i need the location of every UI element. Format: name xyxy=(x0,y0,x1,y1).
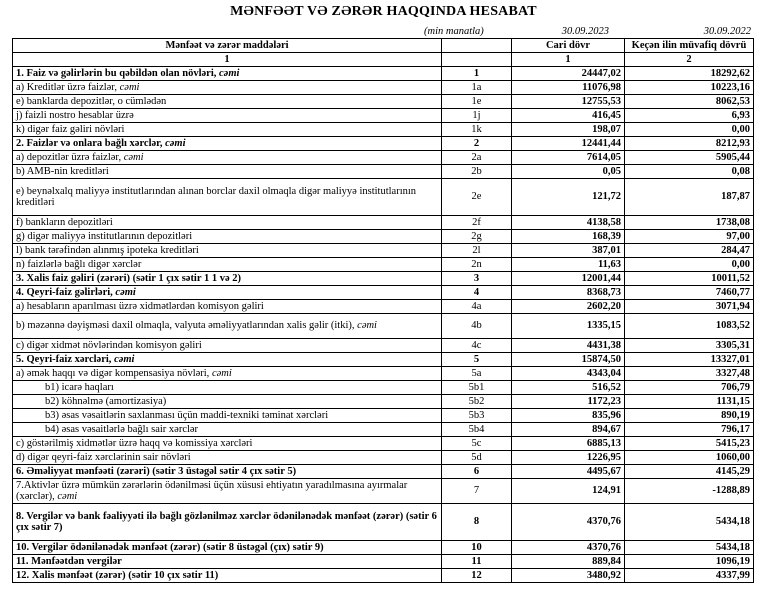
row-code: 5a xyxy=(442,367,512,381)
row-code: 3 xyxy=(442,272,512,286)
row-label-text: 8. Vergilər və bank fəaliyyəti ilə bağlı gözlənilməz xərclər ödənilənədək mənfəət (zərər) (sətir 6 çıx sətir 7) xyxy=(16,510,437,533)
row-label-text: b3) əsas vəsaitlərin saxlanması üçün maddi-texniki təminat xərcləri xyxy=(45,409,329,421)
row-label xyxy=(13,353,442,367)
row-label-text: b) AMB-nin kreditləri xyxy=(16,165,109,177)
header-code xyxy=(442,39,512,53)
row-current-value: 24447,02 xyxy=(512,67,625,81)
row-label xyxy=(13,504,442,541)
header-item-no: 1 xyxy=(13,53,442,67)
table-row xyxy=(13,244,754,258)
row-label-emphasis: cəmi xyxy=(119,81,140,93)
row-current-value: 835,96 xyxy=(512,409,625,423)
table-row xyxy=(13,95,754,109)
row-label-text: g) digər maliyyə institutlarının depozitləri xyxy=(16,230,193,242)
row-code: 2b xyxy=(442,165,512,179)
row-code: 11 xyxy=(442,555,512,569)
row-label xyxy=(13,67,442,81)
row-label xyxy=(13,272,442,286)
table-row xyxy=(13,81,754,95)
row-label-text: k) digər faiz gəliri növləri xyxy=(16,123,125,135)
row-label xyxy=(13,244,442,258)
row-current-value: 387,01 xyxy=(512,244,625,258)
row-code: 2f xyxy=(442,216,512,230)
row-label-text: 1. Faiz və gəlirlərin bu qəbildən olan növləri, xyxy=(16,67,219,79)
row-prior-value: 6,93 xyxy=(625,109,754,123)
row-prior-value: 0,08 xyxy=(625,165,754,179)
row-label xyxy=(13,179,442,216)
row-label xyxy=(13,258,442,272)
row-label-text: d) digər qeyri-faiz xərclərinin sair növləri xyxy=(16,451,191,463)
table-body xyxy=(13,67,754,583)
row-label xyxy=(13,479,442,504)
row-current-value: 4431,38 xyxy=(512,339,625,353)
row-prior-value: 890,19 xyxy=(625,409,754,423)
row-prior-value: 3305,31 xyxy=(625,339,754,353)
row-label xyxy=(13,123,442,137)
row-current-value: 4495,67 xyxy=(512,465,625,479)
row-prior-value: 8062,53 xyxy=(625,95,754,109)
row-code: 4a xyxy=(442,300,512,314)
row-code: 2e xyxy=(442,179,512,216)
row-label-text: c) digər xidmət növlərindən komisyon gəliri xyxy=(16,339,202,351)
row-label-text: a) əmək haqqı və digər kompensasiya növləri, xyxy=(16,367,212,379)
row-prior-value: 284,47 xyxy=(625,244,754,258)
row-label-emphasis: cəmi xyxy=(211,367,232,379)
row-code: 1 xyxy=(442,67,512,81)
row-label xyxy=(13,423,442,437)
row-prior-value: 5415,23 xyxy=(625,437,754,451)
table-row xyxy=(13,353,754,367)
row-code: 7 xyxy=(442,479,512,504)
row-current-value: 2602,20 xyxy=(512,300,625,314)
header-current: Cari dövr xyxy=(512,39,625,53)
row-label-text: 11. Mənfəətdən vergilər xyxy=(16,555,122,567)
row-label-text: l) bank tərəfindən alınmış ipoteka kreditləri xyxy=(16,244,199,256)
row-code: 6 xyxy=(442,465,512,479)
row-code: 2a xyxy=(442,151,512,165)
table-row xyxy=(13,230,754,244)
row-current-value: 11,63 xyxy=(512,258,625,272)
header-prior: Keçən ilin müvafiq dövrü xyxy=(625,39,754,53)
table-row xyxy=(13,123,754,137)
row-prior-value: 1131,15 xyxy=(625,395,754,409)
row-code: 5b2 xyxy=(442,395,512,409)
row-label-text: j) faizli nostro hesablar üzrə xyxy=(16,109,134,121)
row-label-text: b2) köhnəlmə (amortizasiya) xyxy=(45,395,167,407)
table-row xyxy=(13,541,754,555)
row-code: 1a xyxy=(442,81,512,95)
row-current-value: 1226,95 xyxy=(512,451,625,465)
row-current-value: 198,07 xyxy=(512,123,625,137)
row-label-emphasis: cəmi xyxy=(165,137,186,149)
row-prior-value: -1288,89 xyxy=(625,479,754,504)
row-code: 5b4 xyxy=(442,423,512,437)
row-label-text: 2. Faizlər və onlara bağlı xərclər, xyxy=(16,137,166,149)
table-row xyxy=(13,179,754,216)
row-label xyxy=(13,395,442,409)
row-label-text: 5. Qeyri-faiz xərcləri, xyxy=(16,353,115,365)
row-code: 5c xyxy=(442,437,512,451)
row-label-text: a) hesabların aparılması üzrə xidmətlərdən komisyon gəliri xyxy=(16,300,264,312)
row-label xyxy=(13,381,442,395)
row-prior-value: 10011,52 xyxy=(625,272,754,286)
table-row xyxy=(13,300,754,314)
row-prior-value: 97,00 xyxy=(625,230,754,244)
row-current-value: 8368,73 xyxy=(512,286,625,300)
row-code: 4 xyxy=(442,286,512,300)
table-row xyxy=(13,286,754,300)
table-row xyxy=(13,479,754,504)
table-row xyxy=(13,258,754,272)
row-current-value: 1172,23 xyxy=(512,395,625,409)
table-row xyxy=(13,409,754,423)
row-current-value: 11076,98 xyxy=(512,81,625,95)
table-row xyxy=(13,555,754,569)
row-prior-value: 1083,52 xyxy=(625,314,754,339)
row-code: 2g xyxy=(442,230,512,244)
row-code: 1j xyxy=(442,109,512,123)
row-label-text: e) beynəlxalq maliyyə institutlarından alınan borclar daxil olmaqla digər maliyyə institutlarının kreditləri xyxy=(16,185,417,208)
row-code: 5 xyxy=(442,353,512,367)
unit-note: (min manatla) xyxy=(424,26,484,37)
table-row xyxy=(13,165,754,179)
row-code: 2l xyxy=(442,244,512,258)
row-prior-value: 1738,08 xyxy=(625,216,754,230)
row-label-emphasis: cəmi xyxy=(219,67,240,79)
row-code: 5d xyxy=(442,451,512,465)
table-row xyxy=(13,437,754,451)
row-prior-value: 8212,93 xyxy=(625,137,754,151)
row-code: 12 xyxy=(442,569,512,583)
row-label xyxy=(13,165,442,179)
row-code: 2 xyxy=(442,137,512,151)
row-prior-value: 796,17 xyxy=(625,423,754,437)
table-row xyxy=(13,395,754,409)
row-label-text: 7.Aktivlər üzrə mümkün zərərlərin ödənilməsi üçün xüsusi ehtiyatın yaradılmasına ayırmalar (xərclər), xyxy=(16,479,408,502)
row-label-emphasis: cəmi xyxy=(114,353,135,365)
row-prior-value: 706,79 xyxy=(625,381,754,395)
row-label xyxy=(13,409,442,423)
row-label xyxy=(13,314,442,339)
row-label-emphasis: cəmi xyxy=(115,286,136,298)
row-label xyxy=(13,451,442,465)
row-label-text: b4) əsas vəsaitlərlə bağlı sair xərclər xyxy=(45,423,199,435)
row-code: 1k xyxy=(442,123,512,137)
row-label xyxy=(13,286,442,300)
row-current-value: 4138,58 xyxy=(512,216,625,230)
row-label xyxy=(13,541,442,555)
row-label-emphasis: cəmi xyxy=(123,151,144,163)
row-prior-value: 0,00 xyxy=(625,123,754,137)
header-prior-no: 2 xyxy=(625,53,754,67)
table-row xyxy=(13,216,754,230)
row-label-text: 4. Qeyri-faiz gəlirləri, xyxy=(16,286,116,298)
header-item: Mənfəət və zərər maddələri xyxy=(13,39,442,53)
row-prior-value: 3071,94 xyxy=(625,300,754,314)
row-current-value: 4370,76 xyxy=(512,504,625,541)
row-current-value: 516,52 xyxy=(512,381,625,395)
row-label-text: c) göstərilmiş xidmətlər üzrə haqq və komissiya xərcləri xyxy=(16,437,253,449)
row-prior-value: 4145,29 xyxy=(625,465,754,479)
date-prior: 30.09.2022 xyxy=(703,26,751,37)
report-title: MƏNFƏƏT VƏ ZƏRƏR HAQQINDA HESABAT xyxy=(230,4,537,19)
row-label xyxy=(13,367,442,381)
row-label-emphasis: cəmi xyxy=(357,320,377,332)
row-label xyxy=(13,569,442,583)
row-current-value: 7614,05 xyxy=(512,151,625,165)
row-label xyxy=(13,339,442,353)
row-label-text: n) faizlərlə bağlı digər xərclər xyxy=(16,258,142,270)
header-current-no: 1 xyxy=(512,53,625,67)
row-label xyxy=(13,465,442,479)
row-label xyxy=(13,437,442,451)
row-prior-value: 1096,19 xyxy=(625,555,754,569)
row-current-value: 1335,15 xyxy=(512,314,625,339)
table-row xyxy=(13,465,754,479)
table-row xyxy=(13,504,754,541)
row-current-value: 15874,50 xyxy=(512,353,625,367)
row-label xyxy=(13,109,442,123)
row-label xyxy=(13,216,442,230)
row-code: 5b1 xyxy=(442,381,512,395)
row-prior-value: 18292,62 xyxy=(625,67,754,81)
row-code: 1e xyxy=(442,95,512,109)
row-current-value: 4370,76 xyxy=(512,541,625,555)
row-current-value: 894,67 xyxy=(512,423,625,437)
table-row xyxy=(13,381,754,395)
row-label-text: a) Kreditlər üzrə faizlər, xyxy=(16,81,120,93)
row-code: 4c xyxy=(442,339,512,353)
row-prior-value: 0,00 xyxy=(625,258,754,272)
income-statement-table xyxy=(12,38,754,583)
row-current-value: 12441,44 xyxy=(512,137,625,151)
table-row xyxy=(13,367,754,381)
table-row xyxy=(13,109,754,123)
row-current-value: 6885,13 xyxy=(512,437,625,451)
date-current: 30.09.2023 xyxy=(561,26,609,37)
row-current-value: 12001,44 xyxy=(512,272,625,286)
row-label-text: 3. Xalis faiz gəliri (zərəri) (sətir 1 çıx sətir 1 1 və 2) xyxy=(16,272,241,284)
table-row xyxy=(13,272,754,286)
row-current-value: 12755,53 xyxy=(512,95,625,109)
row-prior-value: 7460,77 xyxy=(625,286,754,300)
row-label-text: b) məzənnə dəyişməsi daxil olmaqla, valyuta əməliyyatlarından xalis gəlir (itki), xyxy=(16,320,358,332)
row-code: 5b3 xyxy=(442,409,512,423)
row-label-text: a) depozitlər üzrə faizlər, xyxy=(16,151,124,163)
table-row xyxy=(13,151,754,165)
row-label-text: f) bankların depozitləri xyxy=(16,216,113,228)
table-row xyxy=(13,314,754,339)
row-code: 10 xyxy=(442,541,512,555)
row-label-emphasis: cəmi xyxy=(57,491,78,502)
row-current-value: 889,84 xyxy=(512,555,625,569)
row-label xyxy=(13,137,442,151)
row-prior-value: 13327,01 xyxy=(625,353,754,367)
table-row xyxy=(13,339,754,353)
row-label xyxy=(13,230,442,244)
row-label xyxy=(13,81,442,95)
table-row xyxy=(13,423,754,437)
row-current-value: 124,91 xyxy=(512,479,625,504)
row-current-value: 416,45 xyxy=(512,109,625,123)
row-label-text: 10. Vergilər ödənilənədək mənfəət (zərər) (sətir 8 üstəgəl (çıx) sətir 9) xyxy=(16,541,324,553)
row-label-text: e) banklarda depozitlər, o cümlədən xyxy=(16,95,167,107)
row-prior-value: 4337,99 xyxy=(625,569,754,583)
header-code-no xyxy=(442,53,512,67)
row-label-text: b1) icarə haqları xyxy=(45,381,114,393)
table-row xyxy=(13,137,754,151)
row-label xyxy=(13,151,442,165)
table-row xyxy=(13,569,754,583)
row-prior-value: 5434,18 xyxy=(625,504,754,541)
row-label xyxy=(13,555,442,569)
row-label-text: 12. Xalis mənfəət (zərər) (sətir 10 çıx sətir 11) xyxy=(16,569,219,581)
row-label xyxy=(13,300,442,314)
row-prior-value: 187,87 xyxy=(625,179,754,216)
table-row xyxy=(13,67,754,81)
row-current-value: 0,05 xyxy=(512,165,625,179)
row-prior-value: 10223,16 xyxy=(625,81,754,95)
row-prior-value: 1060,00 xyxy=(625,451,754,465)
row-code: 8 xyxy=(442,504,512,541)
row-code: 2n xyxy=(442,258,512,272)
row-current-value: 4343,04 xyxy=(512,367,625,381)
row-label xyxy=(13,95,442,109)
row-prior-value: 5905,44 xyxy=(625,151,754,165)
row-current-value: 121,72 xyxy=(512,179,625,216)
table-row xyxy=(13,451,754,465)
row-current-value: 3480,92 xyxy=(512,569,625,583)
row-code: 4b xyxy=(442,314,512,339)
row-label-text: 6. Əməliyyat mənfəəti (zərəri) (sətir 3 üstəgəl sətir 4 çıx sətir 5) xyxy=(16,465,297,477)
row-prior-value: 3327,48 xyxy=(625,367,754,381)
row-current-value: 168,39 xyxy=(512,230,625,244)
row-prior-value: 5434,18 xyxy=(625,541,754,555)
